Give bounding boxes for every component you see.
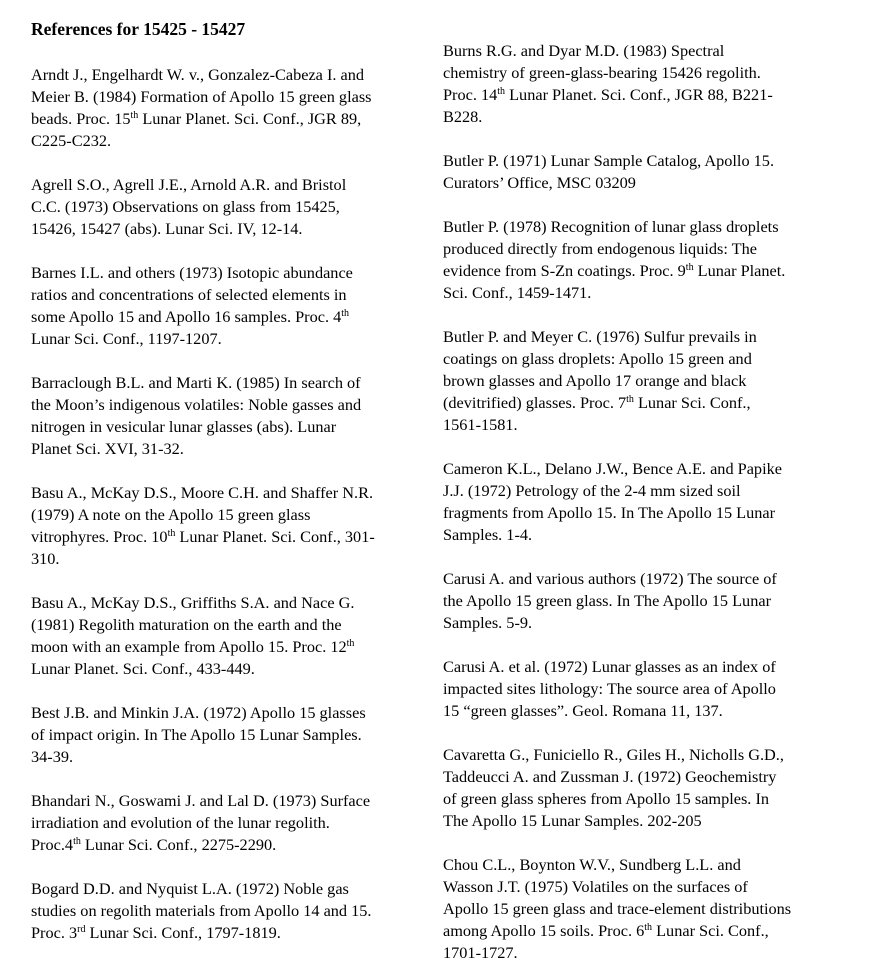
- reference-line: [31, 394, 431, 416]
- reference-text: the Apollo 15 green glass. In The Apollo 15 Lunar: [443, 591, 771, 610]
- reference-text: Planet Sci. XVI, 31-32.: [31, 439, 184, 458]
- ordinal-superscript: rd: [77, 924, 86, 935]
- reference-line: [31, 812, 431, 834]
- reference-text: B228.: [443, 107, 483, 126]
- reference-line: [443, 216, 848, 238]
- page-title: References for 15425 - 15427: [31, 19, 246, 39]
- reference-line: [443, 480, 848, 502]
- reference-text: fragments from Apollo 15. In The Apollo 15 Lunar: [443, 503, 776, 522]
- reference-line: [443, 612, 848, 634]
- reference-text: Samples. 5-9.: [443, 613, 533, 632]
- reference-line: [443, 172, 848, 194]
- reference-line: [443, 788, 848, 810]
- reference-line: [443, 590, 848, 612]
- reference-text: (1979) A note on the Apollo 15 green glass: [31, 505, 311, 524]
- reference-line: [443, 700, 848, 722]
- reference-text: Butler P. (1971) Lunar Sample Catalog, Apollo 15.: [443, 151, 775, 170]
- reference-text: 15426, 15427 (abs). Lunar Sci. IV, 12-14.: [31, 219, 303, 238]
- reference-text: Lunar Planet. Sci. Conf., 301-: [175, 527, 375, 546]
- reference-line: [443, 898, 848, 920]
- reference-text: Carusi A. and various authors (1972) The source of: [443, 569, 777, 588]
- reference-line: [31, 262, 431, 284]
- reference-text: Lunar Sci. Conf., 1197-1207.: [31, 329, 222, 348]
- reference-text: Lunar Planet.: [693, 261, 786, 280]
- reference-line: [443, 106, 848, 128]
- reference-text: Barraclough B.L. and Marti K. (1985) In search of: [31, 373, 361, 392]
- ordinal-superscript: th: [497, 86, 506, 97]
- reference-line: [31, 702, 431, 724]
- reference-line: [443, 502, 848, 524]
- ordinal-superscript: th: [626, 394, 634, 405]
- reference-line: [443, 238, 848, 260]
- reference-text: Lunar Sci. Conf., 2275-2290.: [80, 835, 277, 854]
- ordinal-superscript: th: [685, 262, 694, 273]
- reference-text: brown glasses and Apollo 17 orange and black: [443, 371, 747, 390]
- reference-entry: [31, 482, 431, 570]
- reference-line: [31, 174, 431, 196]
- reference-text: Best J.B. and Minkin J.A. (1972) Apollo 15 glasses: [31, 703, 366, 722]
- reference-line: [31, 196, 431, 218]
- reference-line: [31, 372, 431, 394]
- reference-line: [31, 548, 431, 570]
- reference-text: Curators’ Office, MSC 03209: [443, 173, 636, 192]
- reference-line: [31, 636, 431, 658]
- reference-text: Butler P. (1978) Recognition of lunar glass droplets: [443, 217, 779, 236]
- reference-text: among Apollo 15 soils. Proc. 6: [443, 921, 645, 940]
- reference-line: [31, 900, 431, 922]
- reference-line: [31, 614, 431, 636]
- reference-line: [31, 306, 431, 328]
- reference-text: impacted sites lithology: The source area of Apollo: [443, 679, 776, 698]
- reference-text: Wasson J.T. (1975) Volatiles on the surfaces of: [443, 877, 748, 896]
- reference-line: [443, 876, 848, 898]
- reference-entry: [443, 744, 848, 832]
- reference-line: [31, 130, 431, 152]
- reference-line: [31, 746, 431, 768]
- reference-text: Lunar Sci. Conf.,: [652, 921, 769, 940]
- reference-entry: [443, 40, 848, 128]
- reference-text: (devitrified) glasses. Proc. 7: [443, 393, 627, 412]
- reference-entry: [31, 702, 431, 768]
- reference-line: [31, 328, 431, 350]
- reference-line: [443, 678, 848, 700]
- reference-text: nitrogen in vesicular lunar glasses (abs). Lunar: [31, 417, 337, 436]
- ordinal-superscript: th: [346, 638, 355, 649]
- reference-line: [31, 790, 431, 812]
- reference-text: 1701-1727.: [443, 943, 518, 962]
- reference-text: The Apollo 15 Lunar Samples. 202-205: [443, 811, 702, 830]
- reference-line: [443, 458, 848, 480]
- reference-text: vitrophyres. Proc. 10: [31, 527, 168, 546]
- reference-entry: [443, 150, 848, 194]
- reference-line: [31, 416, 431, 438]
- reference-text: Samples. 1-4.: [443, 525, 533, 544]
- reference-line: [443, 414, 848, 436]
- reference-line: [443, 920, 848, 942]
- reference-line: [443, 524, 848, 546]
- reference-entry: [31, 64, 431, 152]
- reference-line: [31, 438, 431, 460]
- ordinal-superscript: th: [341, 308, 350, 319]
- reference-entry: [31, 878, 431, 944]
- reference-text: 310.: [31, 549, 60, 568]
- reference-text: C225-C232.: [31, 131, 112, 150]
- reference-text: the Moon’s indigenous volatiles: Noble gasses and: [31, 395, 362, 414]
- reference-text: Barnes I.L. and others (1973) Isotopic abundance: [31, 263, 353, 282]
- reference-text: 15 “green glasses”. Geol. Romana 11, 137.: [443, 701, 723, 720]
- reference-line: [31, 724, 431, 746]
- reference-text: evidence from S-Zn coatings. Proc. 9: [443, 261, 686, 280]
- reference-line: [443, 260, 848, 282]
- reference-text: chemistry of green-glass-bearing 15426 regolith.: [443, 63, 761, 82]
- reference-line: [31, 878, 431, 900]
- reference-entry: [443, 854, 848, 964]
- reference-line: [31, 108, 431, 130]
- reference-text: Bhandari N., Goswami J. and Lal D. (1973) Surface: [31, 791, 371, 810]
- reference-text: ratios and concentrations of selected elements in: [31, 285, 347, 304]
- reference-text: beads. Proc. 15: [31, 109, 131, 128]
- reference-text: Meier B. (1984) Formation of Apollo 15 green glass: [31, 87, 372, 106]
- reference-text: Burns R.G. and Dyar M.D. (1983) Spectral: [443, 41, 725, 60]
- reference-entry: [31, 372, 431, 460]
- reference-line: [31, 64, 431, 86]
- reference-text: coatings on glass droplets: Apollo 15 green and: [443, 349, 752, 368]
- reference-text: Lunar Sci. Conf.,: [633, 393, 751, 412]
- reference-line: [31, 284, 431, 306]
- reference-text: C.C. (1973) Observations on glass from 15425,: [31, 197, 340, 216]
- reference-text: Agrell S.O., Agrell J.E., Arnold A.R. and Bristol: [31, 175, 347, 194]
- reference-line: [443, 854, 848, 876]
- reference-line: [443, 84, 848, 106]
- reference-text: 34-39.: [31, 747, 74, 766]
- ordinal-superscript: th: [644, 922, 653, 933]
- reference-line: [443, 766, 848, 788]
- reference-entry: [443, 656, 848, 722]
- reference-text: Bogard D.D. and Nyquist L.A. (1972) Noble gas: [31, 879, 349, 898]
- reference-entry: [31, 174, 431, 240]
- reference-line: [443, 326, 848, 348]
- reference-line: [443, 62, 848, 84]
- reference-text: Chou C.L., Boynton W.V., Sundberg L.L. and: [443, 855, 741, 874]
- ordinal-superscript: th: [73, 836, 81, 847]
- reference-line: [443, 282, 848, 304]
- reference-text: Cavaretta G., Funiciello R., Giles H., Nicholls G.D.,: [443, 745, 784, 764]
- reference-line: [443, 150, 848, 172]
- reference-text: Proc. 3: [31, 923, 78, 942]
- reference-line: [31, 592, 431, 614]
- reference-entry: [31, 592, 431, 680]
- reference-text: irradiation and evolution of the lunar regolith.: [31, 813, 330, 832]
- reference-text: of impact origin. In The Apollo 15 Lunar Samples.: [31, 725, 362, 744]
- reference-text: Lunar Planet. Sci. Conf., JGR 88, B221-: [505, 85, 773, 104]
- reference-entry: [443, 326, 848, 436]
- reference-entry: [31, 262, 431, 350]
- reference-entry: [443, 568, 848, 634]
- reference-text: J.J. (1972) Petrology of the 2-4 mm sized soil: [443, 481, 741, 500]
- reference-text: moon with an example from Apollo 15. Proc. 12: [31, 637, 347, 656]
- reference-line: [31, 922, 431, 944]
- reference-entry: [31, 790, 431, 856]
- reference-entry: [443, 458, 848, 546]
- reference-line: [443, 810, 848, 832]
- reference-line: [31, 218, 431, 240]
- reference-line: [443, 392, 848, 414]
- reference-line: [443, 656, 848, 678]
- reference-entry: [443, 216, 848, 304]
- reference-line: [31, 658, 431, 680]
- reference-text: Cameron K.L., Delano J.W., Bence A.E. and Papike: [443, 459, 782, 478]
- reference-line: [443, 370, 848, 392]
- reference-text: Butler P. and Meyer C. (1976) Sulfur prevails in: [443, 327, 757, 346]
- reference-text: Taddeucci A. and Zussman J. (1972) Geochemistry: [443, 767, 777, 786]
- ordinal-superscript: th: [167, 528, 176, 539]
- reference-text: of green glass spheres from Apollo 15 samples. In: [443, 789, 770, 808]
- reference-line: [31, 834, 431, 856]
- reference-text: some Apollo 15 and Apollo 16 samples. Proc. 4: [31, 307, 342, 326]
- reference-text: Carusi A. et al. (1972) Lunar glasses as an index of: [443, 657, 776, 676]
- reference-line: [31, 482, 431, 504]
- reference-line: [443, 348, 848, 370]
- reference-line: [443, 568, 848, 590]
- reference-text: Basu A., McKay D.S., Moore C.H. and Shaffer N.R.: [31, 483, 374, 502]
- reference-text: Basu A., McKay D.S., Griffiths S.A. and Nace G.: [31, 593, 355, 612]
- reference-text: Proc. 14: [443, 85, 498, 104]
- reference-text: Proc.4: [31, 835, 74, 854]
- reference-text: Sci. Conf., 1459-1471.: [443, 283, 592, 302]
- reference-line: [443, 744, 848, 766]
- ordinal-superscript: th: [130, 110, 139, 121]
- reference-line: [31, 86, 431, 108]
- reference-text: Arndt J., Engelhardt W. v., Gonzalez-Cabeza I. and: [31, 65, 365, 84]
- reference-line: [31, 504, 431, 526]
- reference-text: Lunar Planet. Sci. Conf., 433-449.: [31, 659, 255, 678]
- reference-text: produced directly from endogenous liquids: The: [443, 239, 757, 258]
- reference-text: Lunar Sci. Conf., 1797-1819.: [85, 923, 281, 942]
- reference-text: studies on regolith materials from Apollo 14 and 15.: [31, 901, 372, 920]
- reference-line: [31, 526, 431, 548]
- reference-text: 1561-1581.: [443, 415, 518, 434]
- reference-text: (1981) Regolith maturation on the earth and the: [31, 615, 342, 634]
- reference-text: Lunar Planet. Sci. Conf., JGR 89,: [138, 109, 362, 128]
- reference-line: [443, 40, 848, 62]
- reference-text: Apollo 15 green glass and trace-element distributions: [443, 899, 792, 918]
